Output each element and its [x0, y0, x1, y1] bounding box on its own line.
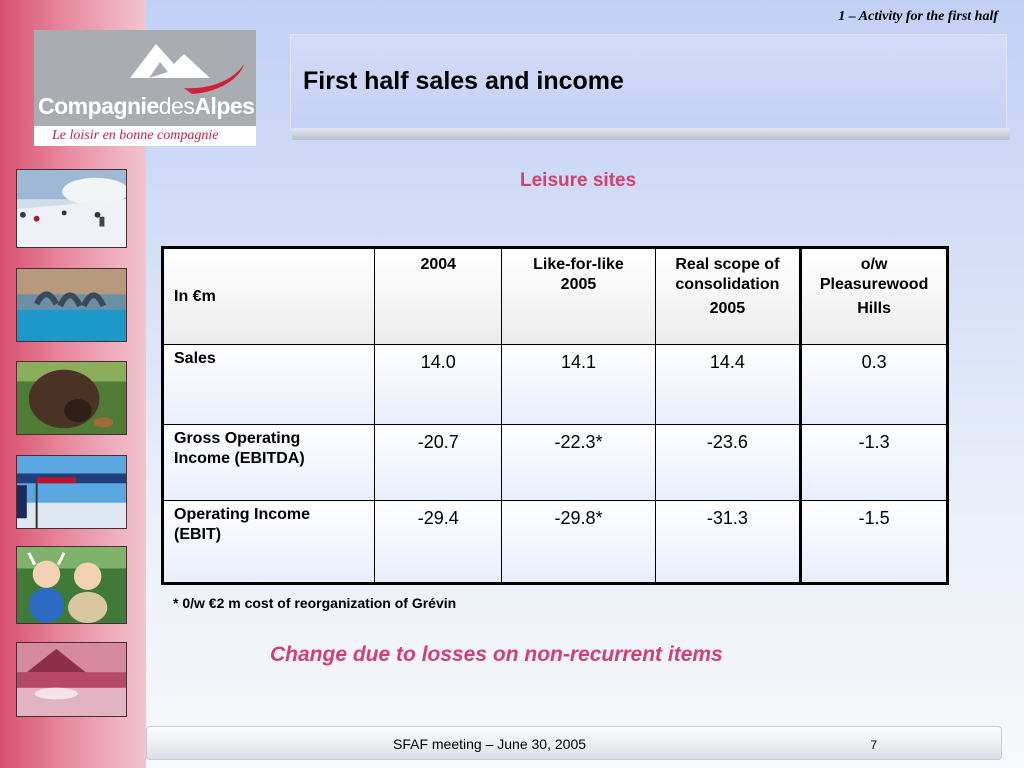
- column-header: Real scope of consolidation 2005: [655, 248, 801, 345]
- section-subtitle: Leisure sites: [520, 170, 637, 191]
- column-header: 2004: [375, 248, 502, 345]
- photo-ski-lift: [16, 455, 127, 529]
- financial-table: [161, 246, 949, 585]
- logo-name: CompagniedesAlpes: [38, 93, 255, 119]
- logo-tagline: Le loisir en bonne compagnie: [34, 126, 256, 146]
- table-cell: -29.8*: [502, 501, 655, 584]
- table-cell: -31.3: [655, 501, 801, 584]
- footer-text: SFAF meeting – June 30, 2005: [393, 736, 587, 752]
- section-label: 1 – Activity for the first half: [838, 9, 998, 24]
- table-cell: -23.6: [655, 425, 801, 501]
- table-row: [163, 501, 948, 584]
- row-label: Gross Operating Income (EBITDA): [163, 425, 375, 501]
- table-row: [163, 425, 948, 501]
- table-header-row: [163, 248, 948, 345]
- table-corner-label: In €m: [163, 248, 375, 345]
- photo-bison: [16, 361, 127, 435]
- column-header: Like-for-like 2005: [502, 248, 655, 345]
- photo-water-ride: [16, 642, 127, 717]
- table-cell: -1.5: [801, 501, 948, 584]
- table-row: [163, 345, 948, 425]
- table-cell: -22.3*: [502, 425, 655, 501]
- title-box: [290, 34, 1007, 130]
- footnote: * 0/w €2 m cost of reorganization of Grévin: [173, 595, 457, 611]
- footer-bar: [146, 726, 1002, 760]
- company-logo: [34, 30, 256, 146]
- table-cell: 0.3: [801, 345, 948, 425]
- photo-asterix-characters: [16, 546, 127, 624]
- table-cell: 14.1: [502, 345, 655, 425]
- title-underline: [292, 128, 1010, 140]
- table-cell: 14.0: [375, 345, 502, 425]
- table-cell: -1.3: [801, 425, 948, 501]
- page-number: 7: [870, 738, 877, 752]
- highlight-note: Change due to losses on non-recurrent items: [270, 643, 723, 666]
- column-header: o/w Pleasurewood Hills: [801, 248, 948, 345]
- table-cell: -20.7: [375, 425, 502, 501]
- table-cell: 14.4: [655, 345, 801, 425]
- photo-dolphin-show: [16, 268, 127, 342]
- row-label: Operating Income (EBIT): [163, 501, 375, 584]
- page-title: First half sales and income: [303, 67, 624, 95]
- table-cell: -29.4: [375, 501, 502, 584]
- row-label: Sales: [163, 345, 375, 425]
- photo-ski-slope: [16, 169, 127, 248]
